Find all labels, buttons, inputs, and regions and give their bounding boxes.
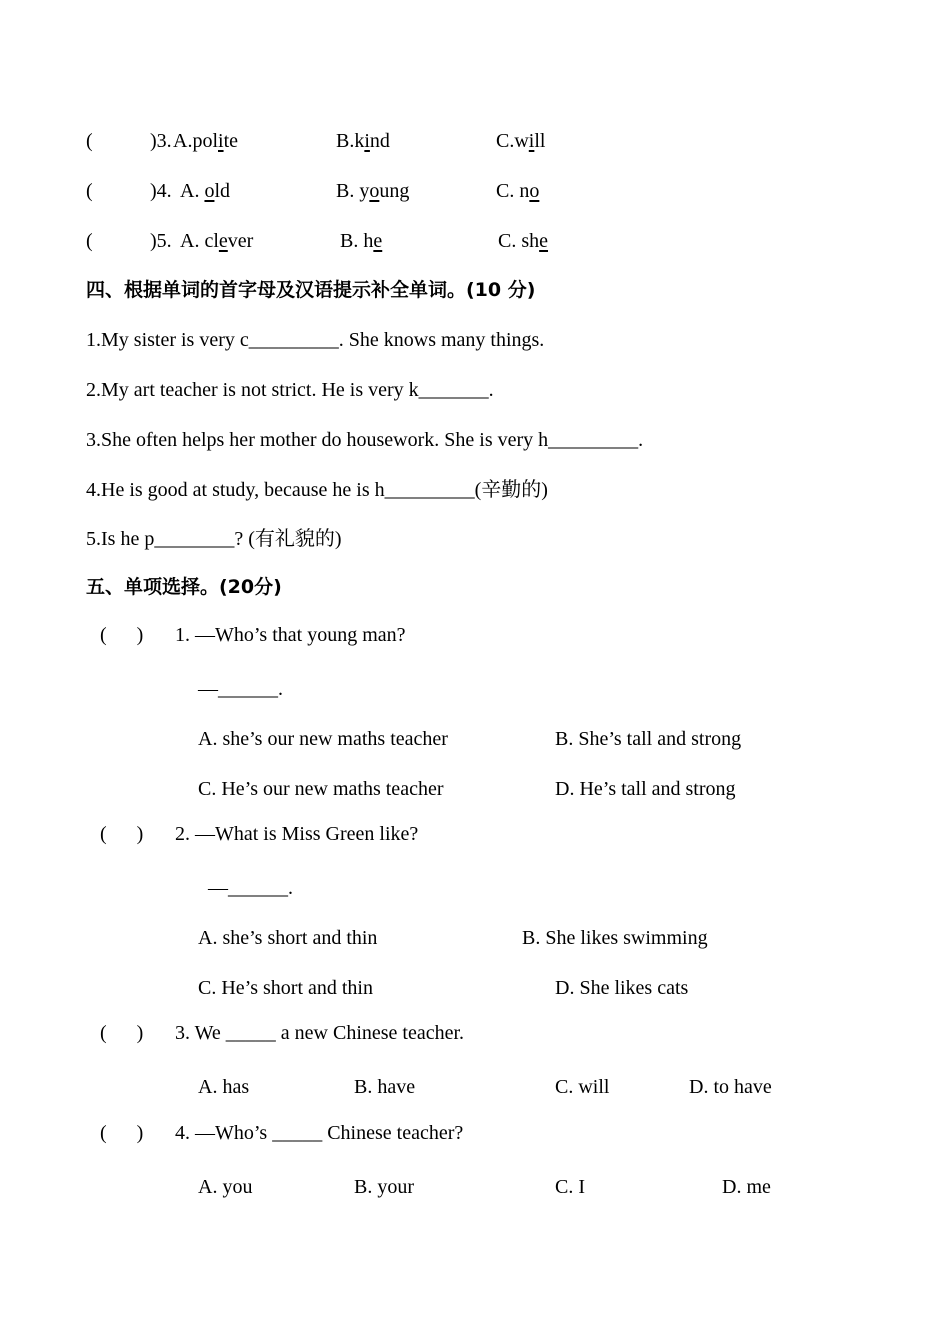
option-d: D. me bbox=[722, 1176, 771, 1198]
option-b: B. She’s tall and strong bbox=[555, 728, 742, 750]
answer-line: —______. bbox=[208, 877, 293, 899]
option-a: A.polite bbox=[173, 130, 238, 152]
question-stem: 1. —Who’s that young man? bbox=[175, 624, 406, 646]
question-stem: 3. We _____ a new Chinese teacher. bbox=[175, 1022, 465, 1044]
option-d: D. He’s tall and strong bbox=[555, 778, 736, 800]
option-c: C.will bbox=[496, 130, 546, 152]
option-c: C. will bbox=[555, 1076, 610, 1098]
question-stem: 4. —Who’s _____ Chinese teacher? bbox=[175, 1122, 464, 1144]
option-c: C. He’s short and thin bbox=[198, 977, 373, 999]
answer-paren: ( bbox=[86, 180, 93, 202]
answer-paren: ( ) bbox=[100, 1122, 144, 1144]
option-d: D. She likes cats bbox=[555, 977, 689, 999]
option-b: B. your bbox=[354, 1176, 414, 1198]
option-c: C. I bbox=[555, 1176, 585, 1198]
option-d: D. to have bbox=[689, 1076, 772, 1098]
answer-paren: ( ) bbox=[100, 624, 144, 646]
question-stem: 2. —What is Miss Green like? bbox=[175, 823, 419, 845]
option-b: B.kind bbox=[336, 130, 390, 152]
option-b: B. have bbox=[354, 1076, 416, 1098]
question-number: )4. bbox=[150, 180, 177, 202]
fill-item-4: 4.He is good at study, because he is h_________(辛勤的) bbox=[86, 479, 548, 501]
answer-line: —______. bbox=[198, 678, 283, 700]
question-number: )5. bbox=[150, 230, 177, 252]
fill-item-1: 1.My sister is very c_________. She knows many things. bbox=[86, 329, 545, 351]
answer-paren: ( ) bbox=[100, 1022, 144, 1044]
fill-item-3: 3.She often helps her mother do housework. She is very h_________. bbox=[86, 429, 644, 451]
fill-item-2: 2.My art teacher is not strict. He is very k_______. bbox=[86, 379, 494, 401]
answer-paren: ( ) bbox=[100, 823, 144, 845]
option-c: C. she bbox=[498, 230, 549, 252]
fill-item-5: 5.Is he p________? (有礼貌的) bbox=[86, 528, 342, 550]
option-b: B. he bbox=[340, 230, 383, 252]
answer-paren: ( bbox=[86, 130, 93, 152]
option-a: A. has bbox=[198, 1076, 250, 1098]
section-5-heading: 五、单项选择。(20分) bbox=[86, 576, 282, 598]
answer-paren: ( bbox=[86, 230, 93, 252]
option-b: B. She likes swimming bbox=[522, 927, 708, 949]
option-c: C. He’s our new maths teacher bbox=[198, 778, 444, 800]
option-a: A. old bbox=[180, 180, 231, 202]
option-a: A. she’s our new maths teacher bbox=[198, 728, 448, 750]
question-number: )3. bbox=[150, 130, 172, 152]
section-4-heading: 四、根据单词的首字母及汉语提示补全单词。(10 分) bbox=[86, 279, 536, 301]
option-b: B. young bbox=[336, 180, 410, 202]
option-c: C. no bbox=[496, 180, 540, 202]
option-a: A. you bbox=[198, 1176, 253, 1198]
option-a: A. she’s short and thin bbox=[198, 927, 378, 949]
option-a: A. clever bbox=[180, 230, 254, 252]
